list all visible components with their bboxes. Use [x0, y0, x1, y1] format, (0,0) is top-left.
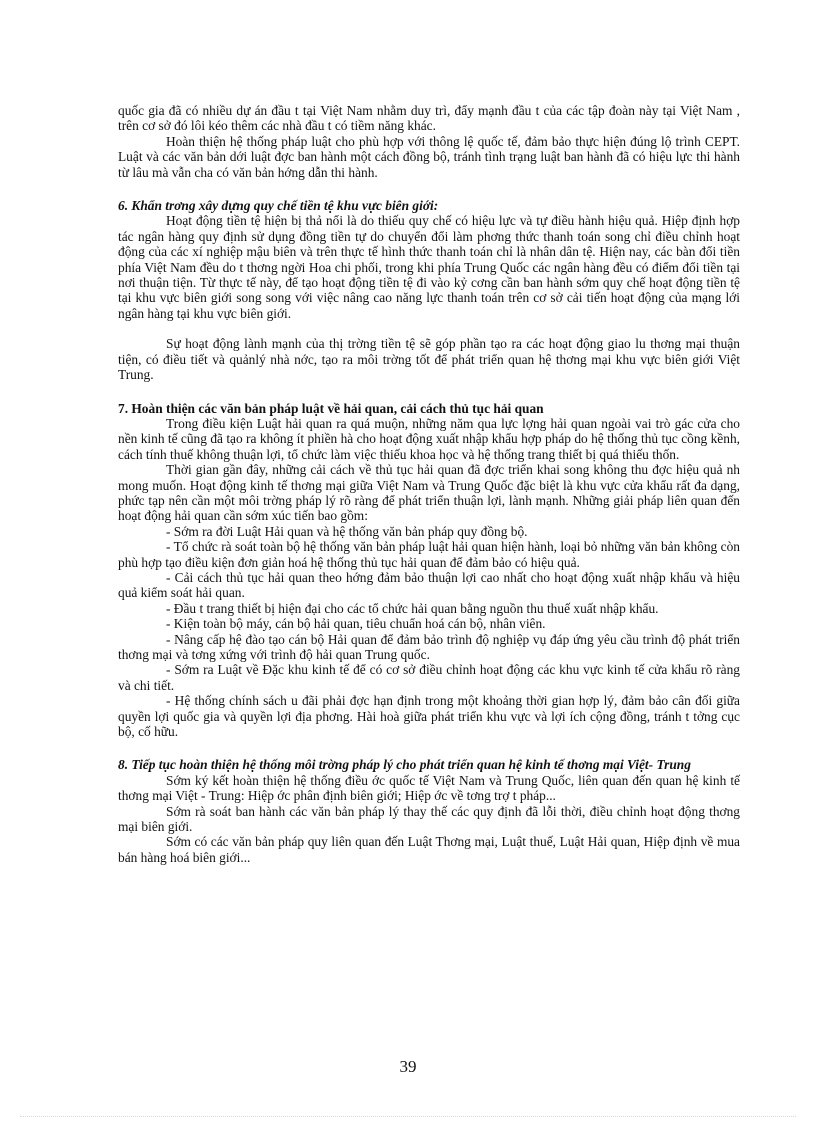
- bullet-item: - Tổ chức rà soát toàn bộ hệ thống văn bản pháp luật hải quan hiện hành, loại bỏ những văn bản không còn phù hợp tạo điều kiện đơn giản hoá hệ thống thủ tục hải quan để đảm bảo có hiệu quả.: [118, 539, 740, 570]
- paragraph-8-1: Sớm ký kết hoàn thiện hệ thống điều ớc quốc tế Việt Nam và Trung Quốc, liên quan đến quan hệ kinh tế thơng mại Việt - Trung: Hiệp ớc phân định biên giới; Hiệp ớc về tơng trợ t pháp...: [118, 772, 740, 804]
- section-heading-6: 6. Khẩn trơng xây dựng quy chế tiền tệ khu vực biên giới:: [118, 198, 439, 214]
- bullet-item: - Đầu t trang thiết bị hiện đại cho các tổ chức hải quan bằng nguồn thu thuế xuất nhập khẩu.: [166, 600, 659, 616]
- bullet-item: - Nâng cấp hệ đào tạo cán bộ Hải quan để đảm bảo trình độ nghiệp vụ đáp ứng yêu cầu trình độ phát triển thơng mại và tơng xứng với trình độ hải quan Trung quốc.: [118, 631, 740, 662]
- bullet-item: - Kiện toàn bộ máy, cán bộ hải quan, tiêu chuẩn hoá cán bộ, nhân viên.: [166, 616, 546, 632]
- paragraph-6-1: Hoạt động tiền tệ hiện bị thả nổi là do thiếu quy chế có hiệu lực và tự điều hành hiệu quả. Hiệp định hợp tác ngân hàng quy định sử dụng đồng tiền tự do chuyển đổi làm phơng thức thanh toán song chỉ điều chỉnh hoạt động của các xí nghiệp mậu biên và trên thực tế hình thức thanh toán chỉ là nhân dân tệ. Hiện nay, các bàn đổi tiền phía Việt Nam đều do t thơng ngời Hoa chi phối, trong khi phía Trung Quốc các ngân hàng đều có điểm đổi tiền tại nơi thuận tiện. Từ thực tế này, để tạo hoạt động tiền tệ đi vào kỷ cơng cần ban hành sớm quy chế hoạt động tiền tệ tại khu vực biên giới song song với việc nâng cao năng lực thanh toán trên cơ sở cải tiến hoạt động của mạng lới ngân hàng tại khu vực biên giới.: [118, 213, 740, 321]
- paragraph-intro-2: Hoàn thiện hệ thống pháp luật cho phù hợp với thông lệ quốc tế, đảm bảo thực hiện đúng lộ trình CEPT. Luật và các văn bản dới luật đợc ban hành một cách đồng bộ, tránh tình trạng luật ban hành đã có hiệu lực thi hành từ lâu mà vẫn cha có văn bản hớng dẫn thi hành.: [118, 133, 740, 180]
- paragraph-7-2: Thời gian gần đây, những cải cách về thủ tục hải quan đã đợc triển khai song không thu đợc hiệu quả nh mong muốn. Hoạt động kinh tế thơng mại giữa Việt Nam và Trung Quốc đặc biệt là khu vực cửa khẩu rất đa dạng, phức tạp nên cần một môi trờng pháp lý rõ ràng để phát triển thuận lợi, lành mạnh. Những giải pháp liên quan đến hoạt động hải quan cần sớm xúc tiến bao gồm:: [118, 462, 740, 524]
- bullet-item: - Sớm ra Luật về Đặc khu kinh tế để có cơ sở điều chỉnh hoạt động các khu vực kinh tế cửa khẩu rõ ràng và chi tiết.: [118, 662, 740, 693]
- paragraph-8-3: Sớm có các văn bản pháp quy liên quan đến Luật Thơng mại, Luật thuế, Luật Hải quan, Hiệp định về mua bán hàng hoá biên giới...: [118, 834, 740, 865]
- paragraph-8-2: Sớm rà soát ban hành các văn bản pháp lý thay thế các quy định đã lỗi thời, điều chỉnh hoạt động thơng mại biên giới.: [118, 803, 740, 835]
- bullet-item: - Hệ thống chính sách u đãi phải đợc hạn định trong một khoảng thời gian hợp lý, đảm bảo cân đối giữa quyền lợi quốc gia và quyền lợi địa phơng. Hài hoà giữa phát triển khu vực và lợi ích cộng đồng, tránh t tởng cục bộ, cố hữu.: [118, 693, 740, 740]
- bullet-item: - Sớm ra đời Luật Hải quan và hệ thống văn bản pháp quy đồng bộ.: [166, 523, 528, 539]
- paragraph-intro-1: quốc gia đã có nhiều dự án đầu t tại Việt Nam nhằm duy trì, đẩy mạnh đầu t của các tập đoàn này tại Việt Nam , trên cơ sở đó lôi kéo thêm các nhà đầu t có tiềm năng khác.: [118, 103, 740, 134]
- page-bottom-divider: [20, 1116, 796, 1117]
- paragraph-7-1: Trong điều kiện Luật hải quan ra quá muộn, những năm qua lực lợng hải quan ngoài vai trò gác cửa cho nền kinh tế cũng đã tạo ra không ít phiền hà cho hoạt động xuất nhập khẩu hợp pháp do hệ thống thủ tục cồng kềnh, cách tính thuế không thuận lợi, tổ chức làm việc thiếu khoa học và hệ thống trang thiết bị quá thiếu thốn.: [118, 415, 740, 462]
- page-number: 39: [399, 1057, 417, 1076]
- bullet-item: - Cải cách thủ tục hải quan theo hớng đảm bảo thuận lợi cao nhất cho hoạt động xuất nhập khẩu và hiệu quả kiểm soát hải quan.: [118, 569, 740, 601]
- section-heading-7: 7. Hoàn thiện các văn bản pháp luật về hải quan, cải cách thủ tục hải quan: [118, 400, 544, 416]
- paragraph-6-2: Sự hoạt động lành mạnh của thị trờng tiền tệ sẽ góp phần tạo ra các hoạt động giao lu thơng mại thuận tiện, có điều tiết và quảnlý nhà nớc, tạo ra môi trờng tốt để phát triển quan hệ thơng mại khu vực biên giới Việt Trung.: [118, 336, 740, 383]
- section-heading-8: 8. Tiếp tục hoàn thiện hệ thống môi trờng pháp lý cho phát triển quan hệ kinh tế thơng mại Việt- Trung: [118, 757, 691, 773]
- document-body: [118, 103, 740, 865]
